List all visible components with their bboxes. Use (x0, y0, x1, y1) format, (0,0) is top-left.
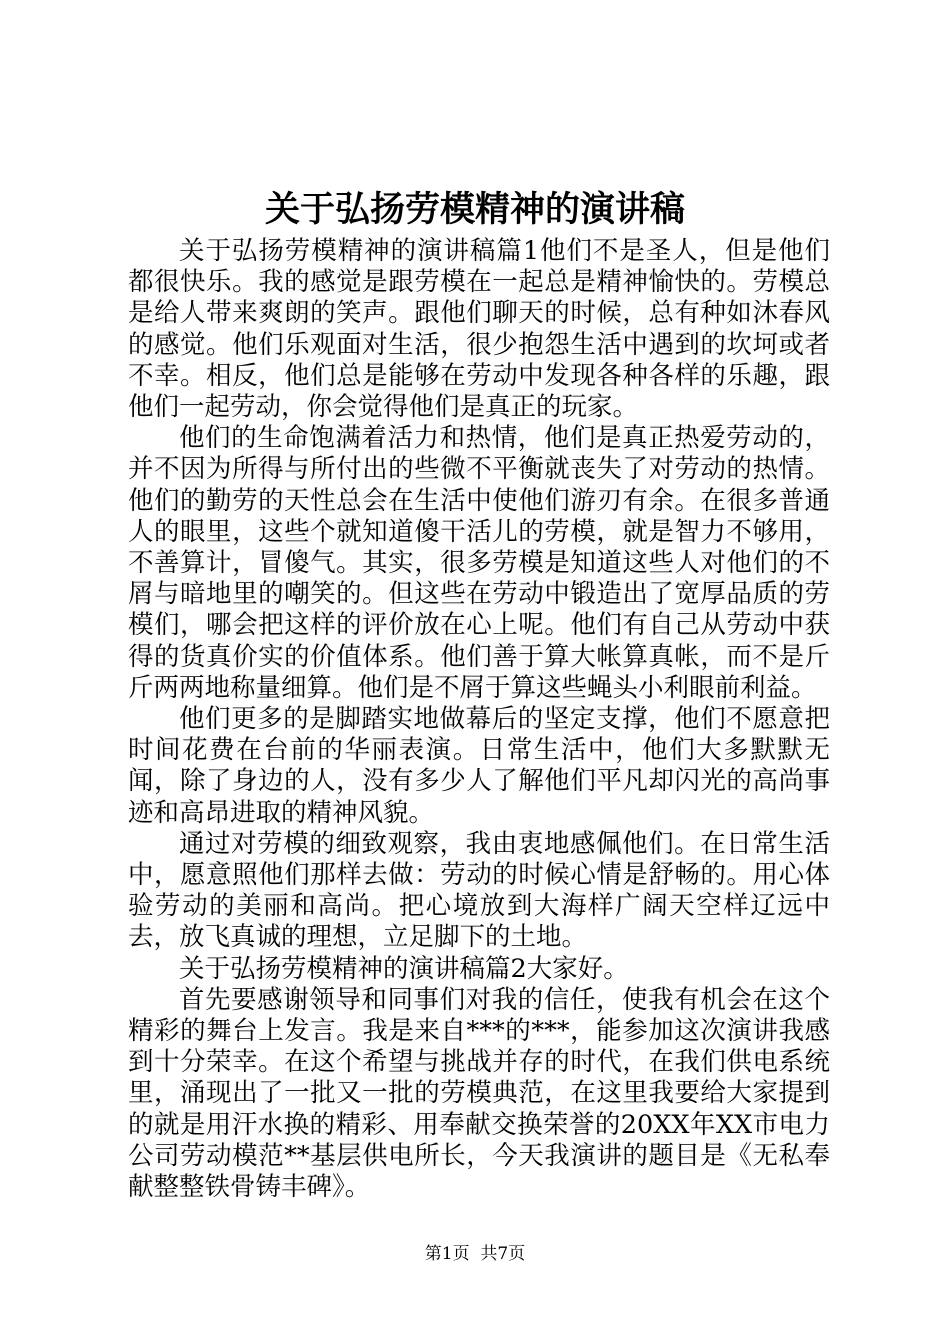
page-footer (0, 1243, 950, 1265)
document-body (128, 236, 830, 1203)
page-total: 共7页 (480, 1244, 526, 1264)
paragraph-3: 他们更多的是脚踏实地做幕后的坚定支撑，他们不愿意把时间花费在台前的华丽表演。日常生活中，他们大多默默无闻，除了身边的人，没有多少人了解他们平凡却闪光的高尚事迹和高昂进取的精神风貌。 (128, 704, 830, 828)
paragraph-1: 关于弘扬劳模精神的演讲稿篇1他们不是圣人，但是他们都很快乐。我的感觉是跟劳模在一起总是精神愉快的。劳模总是给人带来爽朗的笑声。跟他们聊天的时候，总有种如沐春风的感觉。他们乐观面对生活，很少抱怨生活中遇到的坎坷或者不幸。相反，他们总是能够在劳动中发现各种各样的乐趣，跟他们一起劳动，你会觉得他们是真正的玩家。 (128, 236, 830, 423)
document-title: 关于弘扬劳模精神的演讲稿 (264, 189, 685, 230)
paragraph-6: 首先要感谢领导和同事们对我的信任，使我有机会在这个精彩的舞台上发言。我是来自***的***，能参加这次演讲我感到十分荣幸。在这个希望与挑战并存的时代，在我们供电系统里，涌现出了一批又一批的劳模典范，在这里我要给大家提到的就是用汗水换的精彩、用奉献交换荣誉的20XX年XX市电力公司劳动模范**基层供电所长，今天我演讲的题目是《无私奉献整整铁骨铸丰碑》。 (128, 984, 830, 1203)
paragraph-5: 关于弘扬劳模精神的演讲稿篇2大家好。 (179, 953, 629, 984)
page-number: 第1页 (424, 1244, 470, 1264)
paragraph-4: 通过对劳模的细致观察，我由衷地感佩他们。在日常生活中，愿意照他们那样去做：劳动的时候心情是舒畅的。用心体验劳动的美丽和高尚。把心境放到大海样广阔天空样辽远中去，放飞真诚的理想，立足脚下的土地。 (128, 828, 830, 953)
paragraph-2: 他们的生命饱满着活力和热情，他们是真正热爱劳动的，并不因为所得与所付出的些微不平衡就丧失了对劳动的热情。他们的勤劳的天性总会在生活中使他们游刃有余。在很多普通人的眼里，这些个就知道傻干活儿的劳模，就是智力不够用，不善算计，冒傻气。其实，很多劳模是知道这些人对他们的不屑与暗地里的嘲笑的。但这些在劳动中锻造出了宽厚品质的劳模们，哪会把这样的评价放在心上呢。他们有自己从劳动中获得的货真价实的价值体系。他们善于算大帐算真帐，而不是斤斤两两地称量细算。他们是不屑于算这些蝇头小利眼前利益。 (128, 423, 830, 703)
